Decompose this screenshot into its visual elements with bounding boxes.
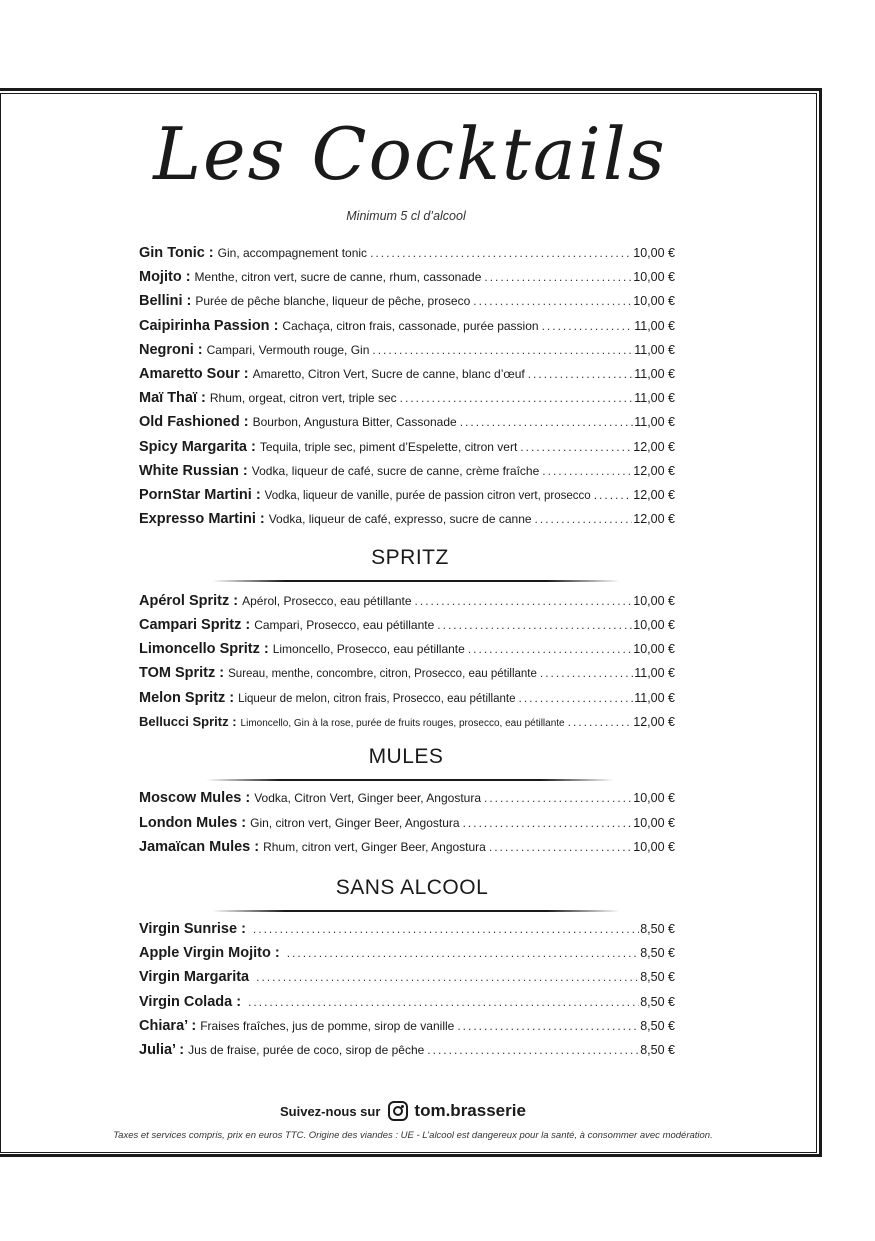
menu-item (139, 921, 675, 941)
item-price: 11,00 € (634, 415, 675, 429)
item-name: White Russian : (139, 463, 248, 479)
item-price: 10,00 € (633, 816, 675, 830)
item-name: Campari Spritz : (139, 617, 251, 633)
item-desc: Gin, accompagnement tonic (217, 246, 368, 260)
menu-item (139, 318, 675, 338)
section-title-sans-alcool: SANS ALCOOL (335, 876, 489, 899)
leader-dots (525, 367, 634, 381)
item-price: 10,00 € (633, 642, 675, 656)
menu-item (139, 945, 675, 965)
item-desc: Tequila, triple sec, piment d’Espelette, citron vert (259, 440, 518, 454)
item-price: 10,00 € (633, 246, 675, 260)
section-title-mules: MULES (368, 745, 444, 768)
item-name: Melon Spritz : (139, 690, 235, 706)
instagram-icon[interactable] (388, 1101, 408, 1121)
item-price: 10,00 € (633, 618, 675, 632)
leader-dots (253, 970, 639, 984)
item-price: 8,50 € (640, 922, 675, 936)
leader-dots (434, 618, 632, 632)
item-desc: Campari, Vermouth rouge, Gin (206, 343, 370, 357)
item-name: PornStar Martini : (139, 487, 261, 503)
item-name: Jamaïcan Mules : (139, 839, 260, 855)
item-price: 8,50 € (640, 1019, 675, 1033)
item-price: 10,00 € (633, 294, 675, 308)
leader-dots (284, 946, 640, 960)
leader-dots (367, 246, 632, 260)
item-name: Moscow Mules : (139, 790, 251, 806)
section-title-spritz: SPRITZ (371, 546, 449, 569)
leader-dots (465, 642, 632, 656)
item-name: London Mules : (139, 815, 247, 831)
item-price: 11,00 € (634, 319, 675, 333)
menu-item (139, 269, 675, 289)
item-desc: Liqueur de melon, citron frais, Prosecco, eau pétillante (238, 693, 516, 705)
item-desc: Limoncello, Gin à la rose, purée de fruits rouges, prosecco, eau pétillante (240, 718, 565, 729)
menu-item (139, 839, 675, 859)
leader-dots (532, 512, 633, 526)
section-rule (206, 779, 614, 781)
menu-item (139, 969, 675, 989)
item-desc: Apérol, Prosecco, eau pétillante (242, 594, 412, 608)
menu-item (139, 815, 675, 835)
menu-item (139, 487, 675, 507)
item-name: Bellini : (139, 293, 192, 309)
leader-dots (470, 294, 632, 308)
item-price: 10,00 € (633, 594, 675, 608)
menu-item (139, 617, 675, 637)
menu-item (139, 1018, 675, 1038)
item-name: Virgin Colada : (139, 994, 242, 1010)
leader-dots (245, 995, 639, 1009)
item-name: Negroni : (139, 342, 203, 358)
legal-footer: Taxes et services compris, prix en euros TTC. Origine des viandes : UE - L’alcool est dangereux pour la santé, à consommer avec modération. (113, 1130, 713, 1141)
leader-dots (565, 715, 633, 729)
menu-item (139, 342, 675, 362)
menu-item (139, 1042, 675, 1062)
menu-item (139, 714, 675, 734)
item-price: 12,00 € (633, 715, 675, 729)
menu-subtitle: Minimum 5 cl d’alcool (346, 209, 466, 223)
item-desc: Fraises fraîches, jus de pomme, sirop de vanille (200, 1019, 455, 1033)
menu-item (139, 994, 675, 1014)
item-price: 12,00 € (633, 464, 675, 478)
leader-dots (517, 440, 632, 454)
item-price: 11,00 € (634, 343, 675, 357)
section-rule (212, 910, 620, 912)
social-follow (280, 1098, 526, 1124)
item-price: 8,50 € (640, 970, 675, 984)
item-price: 10,00 € (633, 791, 675, 805)
item-price: 12,00 € (633, 440, 675, 454)
item-price: 11,00 € (634, 391, 675, 405)
item-price: 11,00 € (634, 691, 675, 705)
leader-dots (486, 840, 632, 854)
item-desc: Cachaça, citron frais, cassonade, purée passion (282, 319, 539, 333)
item-desc: Vodka, liqueur de café, sucre de canne, crème fraîche (251, 464, 540, 478)
item-name: Chiara’ : (139, 1018, 197, 1034)
menu-item (139, 414, 675, 434)
menu-title: Les Cocktails (153, 112, 667, 196)
item-desc: Menthe, citron vert, sucre de canne, rhum, cassonade (194, 270, 482, 284)
leader-dots (537, 666, 633, 680)
menu-item (139, 390, 675, 410)
leader-dots (460, 816, 633, 830)
item-desc: Rhum, citron vert, Ginger Beer, Angostura (263, 840, 486, 854)
menu-item (139, 593, 675, 613)
menu-item (139, 463, 675, 483)
menu-item (139, 641, 675, 661)
item-desc: Amaretto, Citron Vert, Sucre de canne, blanc d’œuf (252, 367, 525, 381)
item-desc: Gin, citron vert, Ginger Beer, Angostura (250, 816, 460, 830)
item-name: Julia’ : (139, 1042, 185, 1058)
leader-dots (369, 343, 633, 357)
item-price: 8,50 € (640, 995, 675, 1009)
item-name: Maï Thaï : (139, 390, 206, 406)
leader-dots (424, 1043, 639, 1057)
leader-dots (539, 319, 634, 333)
item-price: 8,50 € (640, 946, 675, 960)
item-name: Apple Virgin Mojito : (139, 945, 280, 961)
item-name: Spicy Margarita : (139, 439, 256, 455)
item-name: Amaretto Sour : (139, 366, 249, 382)
item-price: 10,00 € (633, 270, 675, 284)
instagram-handle[interactable]: tom.brasserie (414, 1101, 526, 1120)
item-price: 12,00 € (633, 512, 675, 526)
item-name: Old Fashioned : (139, 414, 249, 430)
item-desc: Sureau, menthe, concombre, citron, Prosecco, eau pétillante (228, 668, 537, 680)
menu-item (139, 439, 675, 459)
leader-dots (412, 594, 633, 608)
leader-dots (250, 922, 639, 936)
item-desc: Bourbon, Angustura Bitter, Cassonade (252, 415, 457, 429)
item-desc: Vodka, liqueur de vanille, purée de passion citron vert, prosecco (264, 490, 591, 502)
menu-item (139, 366, 675, 386)
menu-item (139, 245, 675, 265)
leader-dots (481, 791, 632, 805)
item-name: Virgin Margarita (139, 969, 250, 985)
leader-dots (457, 415, 634, 429)
menu-item (139, 790, 675, 810)
item-name: Gin Tonic : (139, 245, 214, 261)
leader-dots (539, 464, 632, 478)
leader-dots (481, 270, 632, 284)
item-price: 11,00 € (634, 666, 675, 680)
item-desc: Purée de pêche blanche, liqueur de pêche, proseco (195, 294, 471, 308)
section-rule (212, 580, 620, 582)
item-price: 11,00 € (634, 367, 675, 381)
item-name: Bellucci Spritz : (139, 714, 237, 729)
menu-item (139, 293, 675, 313)
leader-dots (454, 1019, 639, 1033)
item-name: Caipirinha Passion : (139, 318, 279, 334)
item-desc: Vodka, liqueur de café, expresso, sucre de canne (268, 512, 532, 526)
item-desc: Vodka, Citron Vert, Ginger beer, Angostura (254, 791, 481, 805)
item-desc: Jus de fraise, purée de coco, sirop de pêche (188, 1043, 425, 1057)
item-desc: Rhum, orgeat, citron vert, triple sec (209, 391, 397, 405)
item-name: Virgin Sunrise : (139, 921, 246, 937)
item-price: 8,50 € (640, 1043, 675, 1057)
leader-dots (591, 488, 633, 502)
menu-item (139, 690, 675, 710)
follow-label: Suivez-nous sur (280, 1103, 381, 1119)
item-desc: Limoncello, Prosecco, eau pétillante (272, 642, 465, 656)
item-desc: Campari, Prosecco, eau pétillante (254, 618, 435, 632)
leader-dots (397, 391, 634, 405)
item-price: 10,00 € (633, 840, 675, 854)
item-name: Mojito : (139, 269, 191, 285)
item-name: Apérol Spritz : (139, 593, 239, 609)
item-name: TOM Spritz : (139, 665, 225, 681)
item-name: Expresso Martini : (139, 511, 265, 527)
menu-item (139, 511, 675, 531)
menu-item (139, 665, 675, 685)
item-price: 12,00 € (633, 488, 675, 502)
item-name: Limoncello Spritz : (139, 641, 269, 657)
leader-dots (516, 691, 634, 705)
